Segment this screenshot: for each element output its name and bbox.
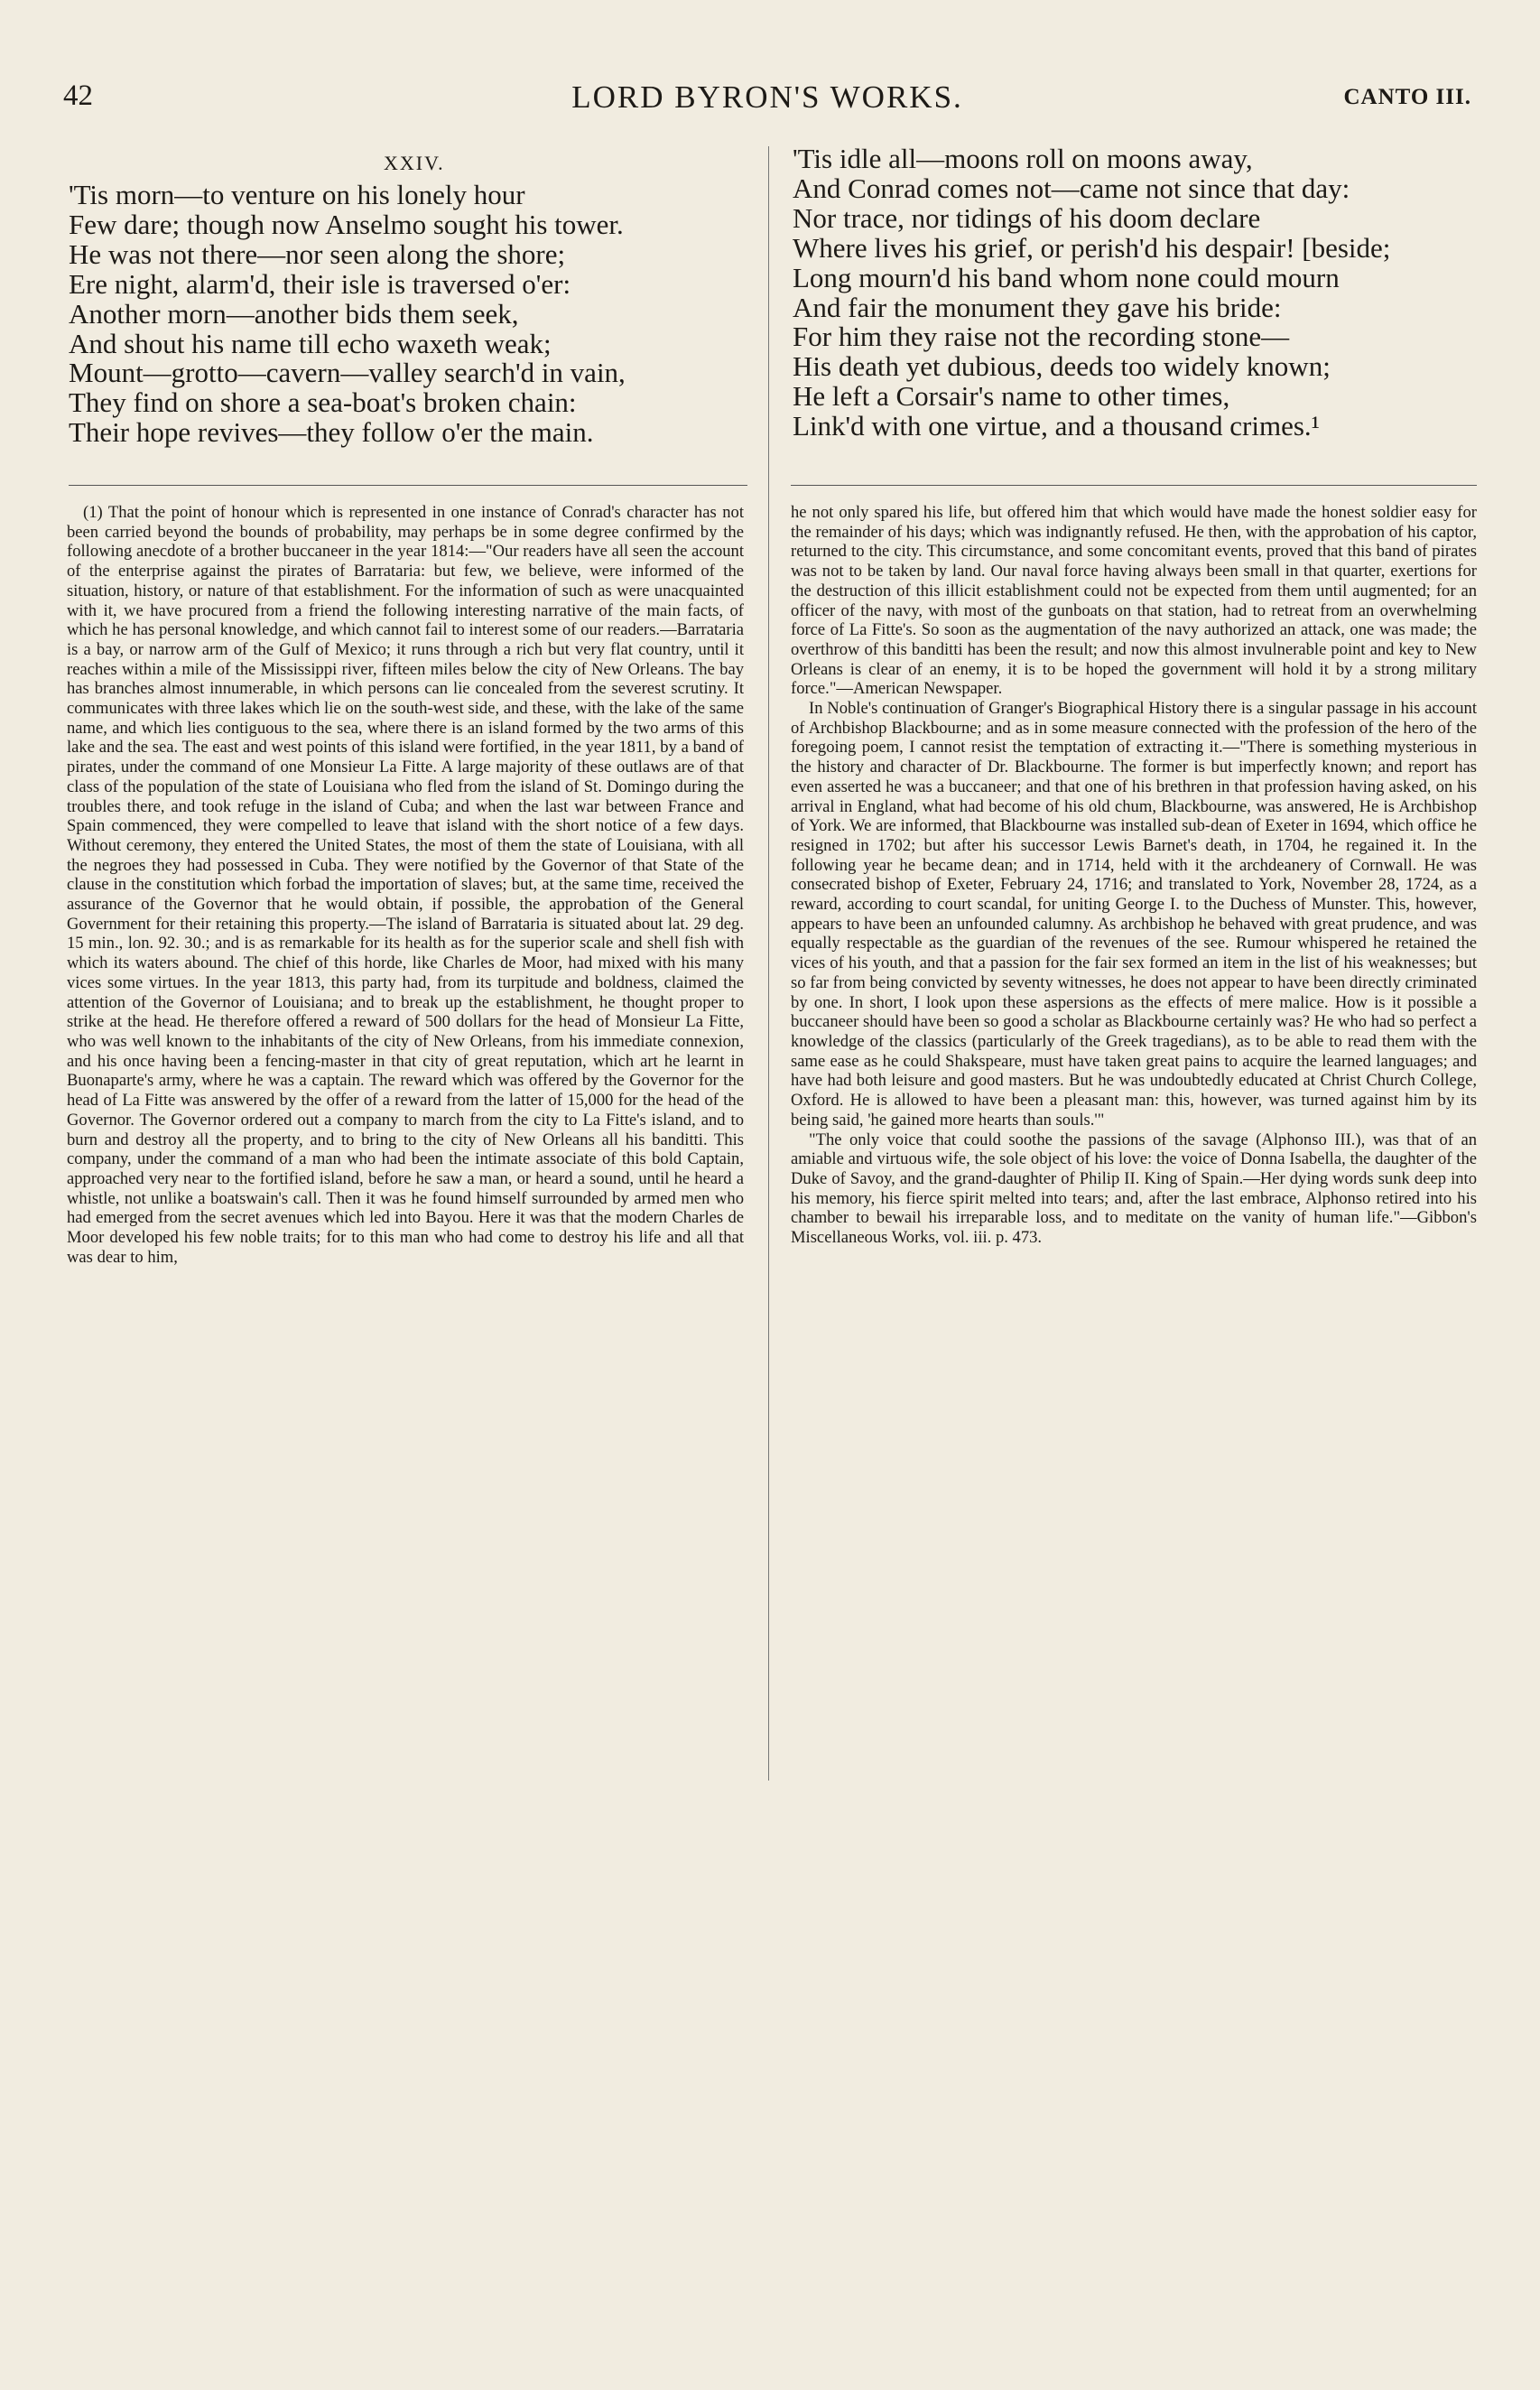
poem-line: Link'd with one virtue, and a thousand crimes.¹: [793, 410, 1320, 442]
poem-line: They find on shore a sea-boat's broken chain:: [69, 386, 577, 419]
poem-line: He was not there—nor seen along the shore;: [69, 237, 566, 270]
poem-line: 'Tis idle all—moons roll on moons away,: [793, 143, 1253, 174]
poem-line: He left a Corsair's name to other times,: [793, 380, 1230, 413]
poem-line: Another morn—another bids them seek,: [69, 297, 519, 330]
poem-line: His death yet dubious, deeds too widely known;: [793, 350, 1331, 383]
footnote-paragraph: "The only voice that could soothe the passions of the savage (Alphonso III.), was that of an amiable and virtuous wife, the sole object of his love: the voice of Donna Isabella, the daughter of the Duke of Savoy, and the grand-daughter of Philip II. King of Spain.—Her dying words sunk deep into his memory, his fierce spirit melted into tears; and, after the last embrace, Alphonso retired into his chamber to bewail his irreparable loss, and to meditate on the vanity of human life."—Gibbon's Miscellaneous Works, vol. iii. p. 473.: [791, 1130, 1477, 1248]
poem-line: 'Tis morn—to venture on his lonely hour: [69, 179, 525, 210]
poem-line: Mount—grotto—cavern—valley search'd in vain,: [69, 357, 626, 389]
footnote-paragraph: In Noble's continuation of Granger's Biographical History there is a singular passage in his account of Archbishop Blackbourne; and as in some measure connected with the profession of the hero of the foregoing poem, I cannot resist the temptation of extracting it.—"There is something mysterious in the history and character of Dr. Blackbourne. The former is but imperfectly known; and report has even asserted he was a buccaneer; and that one of his brethren in that profession having asked, on his arrival in England, what had become of his old chum, Blackbourne, was answered, He is Archbishop of York. We are informed, that Blackbourne was installed sub-dean of Exeter in 1694, which office he resigned in 1702; but after his successor Lewis Barnet's death, in 1704, he regained it. In the following year he became dean; and in 1714, held with it the archdeanery of Cornwall. He was consecrated bishop of Exeter, February 24, 1716; and translated to York, November 28, 1724, as a reward, according to court scandal, for uniting George I. to the Duchess of Munster. This, however, appears to have been an unfounded calumny. As archbishop he behaved with great prudence, and was equally respectable as the guardian of the revenues of the see. Rumour whispered he retained the vices of his youth, and that a passion for the fair sex formed an item in the list of his weaknesses; but so far from being convicted by seventy witnesses, he does not appear to have been directly criminated by one. In short, I look upon these aspersions as the effects of mere malice. How is it possible a buccaneer should have been so good a scholar as Blackbourne certainly was? He who had so perfect a knowledge of the classics (particularly of the Greek tragedians), as to be able to read them with the same ease as he could Shakspeare, must have taken great pains to acquire the learned languages; and have had both leisure and good masters. But he was undoubtedly educated at Christ Church College, Oxford. He is allowed to have been a pleasant man: this, however, was turned against him by its being said, 'he gained more hearts than souls.'": [791, 699, 1477, 1130]
poem-line: Few dare; though now Anselmo sought his tower.: [69, 208, 624, 240]
footnote-column-right: [791, 503, 1477, 1248]
poem-line: Nor trace, nor tidings of his doom declare: [793, 201, 1261, 234]
stanza-number: XXIV.: [384, 152, 445, 174]
running-title: LORD BYRON'S WORKS.: [571, 79, 963, 115]
footnote-column-left: [67, 503, 744, 1267]
footnote-paragraph: (1) That the point of honour which is represented in one instance of Conrad's character has not been carried beyond the bounds of probability, may perhaps be in some degree confirmed by the following anecdote of a brother buccaneer in the year 1814:—"Our readers have all seen the account of the enterprise against the pirates of Barrataria: but few, we believe, were informed of the situation, history, or nature of that establishment. For the information of such as were unacquainted with it, we have procured from a friend the following interesting narrative of the main facts, of which he has personal knowledge, and which cannot fail to interest some of our readers.—Barrataria is a bay, or narrow arm of the Gulf of Mexico; it runs through a rich but very flat country, until it reaches within a mile of the Mississippi river, fifteen miles below the city of New Orleans. The bay has branches almost innumerable, in which persons can lie concealed from the severest scrutiny. It communicates with three lakes which lie on the south-west side, and these, with the lake of the same name, and which lies contiguous to the sea, where there is an island formed by the two arms of this lake and the sea. The east and west points of this island were fortified, in the year 1811, by a band of pirates, under the command of one Monsieur La Fitte. A large majority of these outlaws are of that class of the population of the state of Louisiana who fled from the island of St. Domingo during the troubles there, and took refuge in the island of Cuba; and when the last war between France and Spain commenced, they were compelled to leave that island with the short notice of a few days. Without ceremony, they entered the United States, the most of them the state of Louisiana, with all the negroes they had possessed in Cuba. They were notified by the Governor of that State of the clause in the constitution which forbad the importation of slaves; but, at the same time, received the assurance of the Governor that he would obtain, if possible, the approbation of the General Government for their retaining this property.—The island of Barrataria is situated about lat. 29 deg. 15 min., lon. 92. 30.; and is as remarkable for its health as for the superior scale and shell fish with which its waters abound. The chief of this horde, like Charles de Moor, had mixed with his many vices some virtues. In the year 1813, this party had, from its turpitude and boldness, claimed the attention of the Governor of Louisiana; and to break up the establishment, he thought proper to strike at the head. He therefore offered a reward of 500 dollars for the head of Monsieur La Fitte, who was well known to the inhabitants of the city of New Orleans, from his immediate connexion, and his once having been a fencing-master in that city of great reputation, which art he learnt in Buonaparte's army, where he was a captain. The reward which was offered by the Governor for the head of La Fitte was answered by the offer of a reward from the latter of 15,000 for the head of the Governor. The Governor ordered out a company to march from the city to La Fitte's island, and to burn and destroy all the property, and to bring to the city of New Orleans all his banditti. This company, under the command of a man who had been the intimate associate of this bold Captain, approached very near to the fortified island, before he saw a man, or heard a sound, until he heard a whistle, not unlike a boatswain's call. Then it was he found himself surrounded by armed men who had emerged from the secret avenues which led into Bayou. Here it was that the modern Charles de Moor developed his few noble traits; for to this man who had come to destroy his life and all that was dear to him,: [67, 503, 744, 1267]
page-number: 42: [63, 79, 93, 112]
footnote-paragraph: he not only spared his life, but offered him that which would have made the honest soldier easy for the remainder of his days; which was indignantly refused. He then, with the approbation of his captor, returned to the city. This circumstance, and some concomitant events, proved that this band of pirates was not to be taken by land. Our naval force having always been small in that quarter, exertions for the destruction of this illicit establishment could not be expected from them until augmented; for an officer of the navy, with most of the gunboats on that station, had to retreat from an overwhelming force of La Fitte's. So soon as the augmentation of the navy authorized an attack, one was made; the overthrow of this banditti has been the result; and now this almost invulnerable point and key to New Orleans is clear of an enemy, it is to be hoped the government will hold it by a strong military force."—American Newspaper.: [791, 503, 1477, 699]
footnote-rule-left: [69, 485, 747, 486]
canto-label: CANTO III.: [1343, 85, 1471, 109]
poem-line: Ere night, alarm'd, their isle is traversed o'er:: [69, 267, 571, 300]
poem-column-right: [793, 144, 1390, 442]
poem-line: Their hope revives—they follow o'er the main.: [69, 416, 594, 449]
poem-line: For him they raise not the recording stone—: [793, 321, 1290, 353]
footnote-rule-right: [791, 485, 1477, 486]
running-header: [63, 79, 1471, 125]
poem-column-left: [69, 181, 626, 448]
column-divider: [768, 146, 769, 1781]
poem-line: And Conrad comes not—came not since that day:: [793, 172, 1350, 204]
poem-line: Long mourn'd his band whom none could mourn: [793, 261, 1340, 293]
poem-line: And shout his name till echo waxeth weak;: [69, 327, 552, 359]
poem-line: Where lives his grief, or perish'd his despair! [beside;: [793, 231, 1391, 264]
poem-line: And fair the monument they gave his bride:: [793, 291, 1282, 323]
